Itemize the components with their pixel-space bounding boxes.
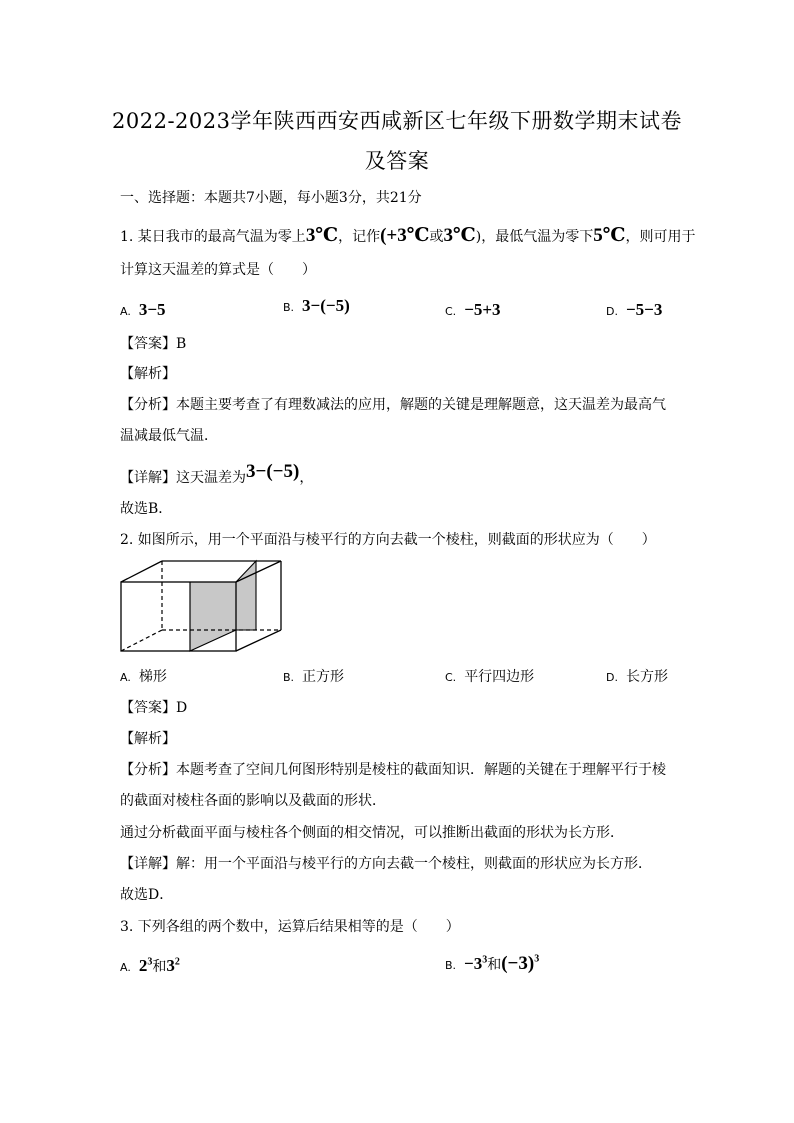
q2-analysis-line-1: 【分析】本题考查了空间几何图形特别是棱柱的截面知识．解题的关键在于理解平行于棱	[120, 762, 666, 778]
q1-answer: 【答案】B	[120, 336, 187, 352]
option-connector: 和	[487, 957, 502, 973]
q2-option-c	[445, 666, 534, 686]
q2-analysis-label: 【解析】	[120, 731, 176, 747]
q3-stem: 3. 下列各组的两个数中，运算后结果相等的是（ ）	[120, 919, 460, 935]
option-expr: −5+3	[464, 300, 501, 319]
q1-stem-part: 1. 某日我市的最高气温为零上	[120, 229, 306, 245]
q1-stem-part: ，则可用于	[625, 229, 696, 245]
power-base: −3	[464, 954, 483, 973]
q2-option-a	[120, 666, 167, 686]
option-letter: B.	[445, 959, 457, 972]
page-title-line-1: 2022-2023学年陕西西安西咸新区七年级下册数学期末试卷	[112, 109, 682, 133]
power-exponent: 2	[174, 956, 180, 968]
page-title-line-2: 及答案	[364, 149, 430, 173]
q1-analysis-line-1: 【分析】本题主要考查了有理数减法的应用，解题的关键是理解题意，这天温差为最高气	[120, 397, 666, 413]
q1-analysis-line-2: 温减最低气温．	[120, 428, 218, 444]
option-text: 正方形	[302, 669, 345, 685]
option-letter: C.	[445, 305, 457, 318]
q1-stem-line-2: 计算这天温差的算式是（ ）	[120, 262, 316, 278]
option-expr	[139, 956, 153, 975]
q2-stem: 2. 如图所示，用一个平面沿与棱平行的方向去截一个棱柱，则截面的形状应为（ ）	[120, 532, 656, 548]
option-expr: −5−3	[625, 300, 663, 319]
section-heading: 一、选择题：本题共7小题，每小题3分，共21分	[120, 190, 422, 206]
q2-option-d	[606, 666, 668, 686]
q1-detail	[120, 461, 314, 488]
q1-detail-expr: 3−(−5)	[246, 461, 300, 482]
prism-edge	[236, 561, 281, 582]
option-connector: 和	[152, 959, 167, 975]
q1-stem-line-1	[120, 224, 696, 247]
q1-detail-text: ，	[299, 470, 314, 486]
option-expr	[464, 954, 487, 973]
q2-conclusion: 故选D．	[120, 887, 174, 903]
option-letter: C.	[445, 671, 457, 684]
q1-temp-notation-plus: (+3℃	[380, 225, 430, 246]
q1-analysis-label: 【解析】	[120, 366, 176, 382]
q1-option-c	[445, 300, 501, 320]
q2-option-b	[283, 666, 344, 686]
prism-edge	[236, 630, 281, 651]
q1-temp-notation: 3℃	[443, 225, 476, 246]
q1-option-a	[120, 300, 166, 320]
power-exponent: 3	[534, 953, 540, 965]
prism-edge	[121, 561, 162, 582]
option-letter: B.	[283, 671, 295, 684]
q1-temp-high: 3℃	[305, 225, 339, 246]
option-expr	[501, 953, 539, 974]
q1-stem-part: )，最低气温为零下	[475, 229, 594, 245]
q2-analysis-line-3: 通过分析截面平面与棱柱各个侧面的相交情况，可以推断出截面的形状为长方形．	[120, 825, 624, 841]
prism-section-figure	[120, 558, 284, 654]
option-letter: D.	[606, 305, 618, 318]
power-exponent: 3	[147, 956, 153, 968]
q1-option-b	[283, 296, 350, 316]
option-letter: D.	[606, 671, 618, 684]
power-base: 3	[166, 956, 175, 975]
q1-option-d	[606, 300, 662, 320]
option-expr	[166, 956, 180, 975]
power-base: 2	[138, 956, 148, 975]
q1-detail-text: 【详解】这天温差为	[120, 470, 246, 486]
q2-analysis-line-2: 的截面对棱柱各面的影响以及截面的形状．	[120, 793, 386, 809]
option-text: 梯形	[138, 669, 167, 685]
power-base: (−3)	[501, 953, 535, 974]
option-letter: A.	[120, 671, 131, 684]
option-letter: B.	[283, 301, 295, 314]
option-letter: A.	[120, 305, 131, 318]
q1-stem-part: ，记作	[338, 229, 381, 245]
option-expr: 3−(−5)	[302, 296, 350, 315]
option-expr: 3−5	[138, 300, 166, 319]
cross-section-rectangle	[190, 561, 256, 651]
q1-stem-part: 或	[429, 229, 444, 245]
option-letter: A.	[120, 961, 131, 974]
q1-conclusion: 故选B．	[120, 501, 173, 517]
prism-hidden-edge	[121, 630, 162, 651]
q3-option-a	[120, 956, 180, 976]
q2-answer: 【答案】D	[120, 700, 188, 716]
q3-option-b	[445, 953, 539, 975]
option-text: 平行四边形	[464, 669, 535, 685]
q1-temp-low: 5℃	[593, 225, 626, 246]
q2-detail: 【详解】解：用一个平面沿与棱平行的方向去截一个棱柱，则截面的形状应为长方形．	[120, 856, 652, 872]
option-text: 长方形	[625, 669, 668, 685]
power-exponent: 3	[482, 954, 488, 966]
